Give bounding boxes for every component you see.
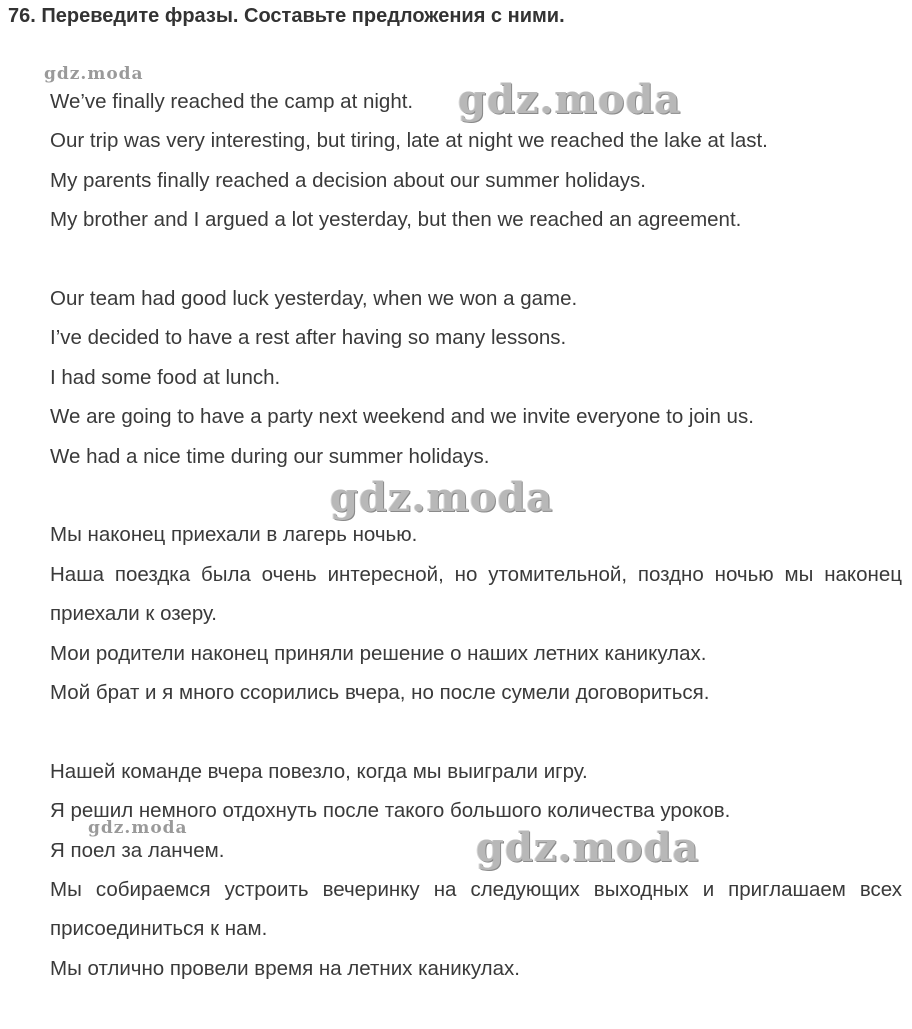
russian-sentence: Мои родители наконец приняли решение о наших летних каникулах.	[50, 641, 707, 665]
english-sentence: We had a nice time during our summer holidays.	[50, 444, 490, 468]
russian-sentence: Наша поездка была очень интересной, но утомительной, поздно ночью мы наконец приехали к озеру.	[50, 562, 902, 626]
russian-sentence: Мой брат и я много ссорились вчера, но после сумели договориться.	[50, 681, 710, 705]
russian-sentence: Мы собираемся устроить вечеринку на следующих выходных и приглашаем всех присоединиться к нам.	[50, 878, 902, 941]
phrase-list	[50, 76, 902, 988]
russian-sentence: Нашей команде вчера повезло, когда мы выиграли игру.	[50, 759, 588, 783]
watermark-large: gdz.moda	[330, 474, 554, 521]
english-sentence: I’ve decided to have a rest after having so many lessons.	[50, 326, 567, 350]
watermark-small: gdz.moda	[88, 818, 188, 838]
english-sentence: Our team had good luck yesterday, when we won a game.	[50, 287, 578, 311]
russian-sentence: Я поел за ланчем.	[50, 838, 225, 862]
watermark-large: gdz.moda	[476, 824, 700, 871]
english-sentence: We are going to have a party next weekend and we invite everyone to join us.	[50, 405, 754, 429]
task-title: 76. Переведите фразы. Составьте предложения с ними.	[8, 5, 565, 27]
english-sentence: We’ve finally reached the camp at night.	[50, 90, 414, 113]
english-sentence: I had some food at lunch.	[50, 365, 281, 389]
paragraph-gap	[50, 712, 902, 751]
russian-sentence: Мы наконец приехали в лагерь ночью.	[50, 523, 418, 547]
watermark-small: gdz.moda	[44, 64, 144, 84]
paragraph-gap	[50, 240, 902, 279]
english-sentence: My parents finally reached a decision about our summer holidays.	[50, 168, 646, 192]
watermark-large: gdz.moda	[458, 76, 682, 123]
russian-sentence: Я решил немного отдохнуть после такого большого количества уроков.	[50, 799, 731, 823]
paragraph-gap	[50, 476, 902, 515]
english-sentence: Our trip was very interesting, but tiring, late at night we reached the lake at last.	[50, 129, 768, 153]
english-sentence: My brother and I argued a lot yesterday, but then we reached an agreement.	[50, 208, 742, 232]
russian-sentence: Мы отлично провели время на летних каникулах.	[50, 956, 520, 980]
